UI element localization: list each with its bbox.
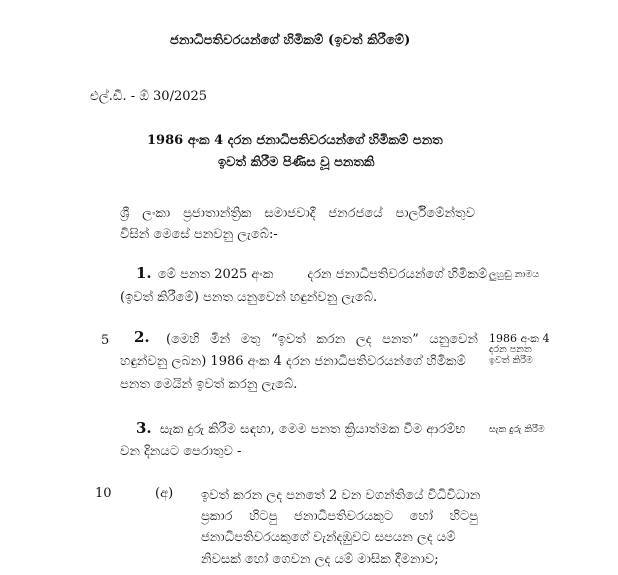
preamble-word: ලංකා	[142, 206, 171, 221]
subtitle-line-2: ඉවත් කිරීම පිණිස වූ පනතකි	[218, 155, 375, 170]
section-1-text-b: දරන ජනාධිපතිවරයන්ගේ හිමිකම්	[307, 267, 488, 282]
margin-note-section-1	[489, 270, 539, 280]
margin-note-section-3	[489, 425, 545, 435]
section-2-word: මතු	[240, 332, 261, 347]
line-number-10: 10	[95, 486, 112, 501]
preamble-word: ජනරජයේ	[328, 206, 383, 221]
margin-note-line: ඉවත් කිරීම	[489, 354, 533, 366]
clause-a-word: හෝ	[409, 509, 434, 524]
preamble-word: ප්‍රජාතාන්ත්‍රික	[183, 206, 252, 221]
preamble-word: සමාජවාදී	[264, 206, 316, 221]
margin-note-line: 1986 අංක 4	[489, 332, 550, 345]
section-2-number-wrap	[134, 330, 150, 345]
clause-a-word: ප්‍රකාර	[201, 509, 233, 524]
clause-a-line-2	[201, 510, 478, 523]
clause-a-word: ජනාධිපතිවරයකුට	[294, 509, 394, 524]
preamble-word: පාර්ලිමේන්තුව	[395, 206, 475, 221]
lc-number: එල්.ඩී. - ඕ 30/2025	[90, 89, 208, 104]
section-1-number: 1.	[136, 264, 152, 282]
section-2-word: කරන	[316, 332, 346, 347]
preamble-line-2: විසින් මෙසේ පනවනු ලැබේ:-	[120, 227, 278, 242]
section-3-line-2: වන දිනයට පෙරාතුව -	[120, 444, 242, 459]
section-2-word: මින්	[210, 332, 230, 347]
section-1-line-2: (ඉවත් කිරීමේ) පනත යනුවෙන් හඳුන්වනු ලැබේ.	[120, 290, 378, 305]
margin-note-line: ලුහුඬු නාමය	[489, 269, 540, 280]
section-1-line-1	[136, 266, 487, 281]
clause-a-word: හිටපු	[449, 509, 478, 524]
section-2-line-3: පනත මෙයින් ඉවත් කරනු ලැබේ.	[120, 377, 298, 392]
section-2-word: “ඉවත්	[271, 332, 306, 347]
section-2-word: ලද	[355, 332, 372, 347]
clause-a-line-1: ඉවත් කරන ලද පනතේ 2 වන වගන්තියේ විධිවිධාන	[201, 488, 481, 503]
section-2-number: 2.	[134, 328, 150, 346]
clause-a-line-3: ජනාධිපතිවරයකුගේ වැන්දඹුවට සපයන ලද යම්	[201, 530, 456, 545]
section-2-word: පනත”	[382, 332, 419, 347]
clause-a-word: හිටපු	[249, 509, 278, 524]
clause-a-line-4: නිවසක් හෝ ගෙවන ලද යම් මාසික දීමනාව;	[201, 552, 439, 567]
section-2-line-2: හඳුන්වනු ලබන) 1986 අංක 4 දරන ජනාධිපතිවරයන්ගේ හිමිකම්	[120, 354, 466, 369]
section-1-text-a: මේ පනත 2025 අංක	[157, 267, 274, 282]
section-3-line-1	[136, 421, 466, 436]
section-3-text: සැක දුරු කිරීම සඳහා, මෙම පනත ක්‍රියාත්මක වීම ආරම්භ	[159, 422, 466, 437]
preamble-line-1	[120, 207, 475, 220]
subtitle-line-1: 1986 අංක 4 දරන ජනාධිපතිවරයන්ගේ හිමිකම් පනත	[147, 133, 443, 148]
line-number-5: 5	[101, 333, 110, 348]
section-2-word: (මෙහි	[166, 332, 200, 347]
clause-a-label: (අ)	[155, 486, 174, 501]
page-title: ජනාධිපතිවරයන්ගේ හිමිකම් (ඉවත් කිරීමේ)	[170, 33, 411, 48]
margin-note-line: දරන පනත	[489, 344, 532, 356]
margin-note-section-2	[489, 333, 550, 366]
margin-note-line: සැක දුරු කිරීම	[489, 424, 545, 435]
preamble-word: ශ්‍රී	[120, 206, 130, 221]
section-2-line-1	[166, 333, 478, 346]
section-3-number: 3.	[136, 419, 152, 437]
section-2-word: යනුවෙන්	[429, 332, 478, 347]
